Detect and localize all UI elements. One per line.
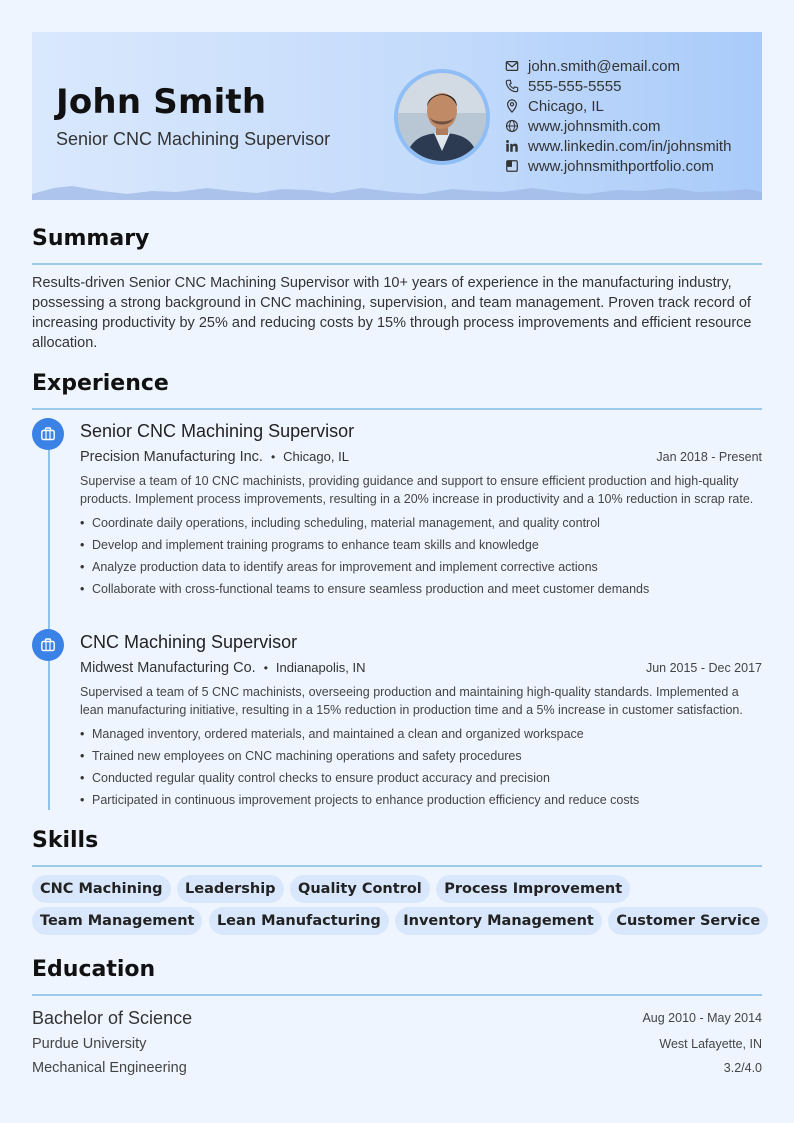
- summary-heading: Summary: [32, 226, 150, 251]
- resume-header: [32, 32, 762, 200]
- skills-list: [32, 875, 772, 939]
- job-2-dates: Jun 2015 - Dec 2017: [645, 661, 762, 675]
- contact-list: [505, 56, 731, 176]
- education-heading: Education: [32, 957, 156, 982]
- experience-heading: Experience: [32, 371, 169, 396]
- education-row-school: [32, 1033, 762, 1055]
- education-location: West Lafayette, IN: [659, 1037, 762, 1051]
- education-dates: Aug 2010 - May 2014: [642, 1011, 762, 1025]
- experience-divider: [32, 408, 762, 410]
- list-item: • Coordinate daily operations, including scheduling, material management, and quality control: [80, 512, 762, 534]
- summary-text: Results-driven Senior CNC Machining Supervisor with 10+ years of experience in the manufacturing industry, possessing a strong background in CNC machining, supervision, and team management. Proven track record of increasing productivity by 25% and reducing costs by 15% through process improvements and efficient resource allocation.: [32, 275, 752, 351]
- education-row-degree: [32, 1005, 762, 1031]
- education-school: Purdue University: [32, 1036, 147, 1052]
- contact-website[interactable]: [505, 116, 731, 136]
- skill-chip: Customer Service: [608, 907, 768, 935]
- job-1-company: Precision Manufacturing Inc.: [80, 449, 263, 465]
- briefcase-icon: [40, 637, 56, 653]
- skill-chip: Process Improvement: [436, 875, 630, 903]
- skill-chip: Lean Manufacturing: [209, 907, 389, 935]
- separator-dot: •: [270, 450, 276, 464]
- list-item: • Develop and implement training programs to enhance team skills and knowledge: [80, 534, 762, 556]
- envelope-icon: [505, 59, 519, 73]
- candidate-name: John Smith: [56, 82, 267, 122]
- education-divider: [32, 994, 762, 996]
- education-major: Mechanical Engineering: [32, 1060, 187, 1076]
- header-mountain-decoration: [32, 180, 762, 200]
- job-1-description: Supervise a team of 10 CNC machinists, providing guidance and support to ensure efficient production and high-quality products. Implement process improvements, resulting in a 20% increase in productivity and a 10% reduction in scrap rate.: [80, 474, 754, 506]
- skills-divider: [32, 865, 762, 867]
- job-2-company-line: [80, 660, 366, 676]
- contact-linkedin-text: www.linkedin.com/in/johnsmith: [528, 137, 732, 155]
- list-item: • Conducted regular quality control checks to ensure product accuracy and precision: [80, 767, 762, 789]
- job-1-title: Senior CNC Machining Supervisor: [80, 421, 355, 441]
- job-2-company: Midwest Manufacturing Co.: [80, 660, 256, 676]
- contact-portfolio[interactable]: [505, 156, 731, 176]
- list-item: • Managed inventory, ordered materials, and maintained a clean and organized workspace: [80, 723, 762, 745]
- job-1: [80, 418, 762, 600]
- job-2-bullets: [80, 723, 762, 811]
- job-2-title: CNC Machining Supervisor: [80, 632, 298, 652]
- job-2-description: Supervised a team of 5 CNC machinists, overseeing production and maintaining high-quality standards. Implemented a lean manufacturing initiative, resulting in a 15% reduction in production time and a 5% increase in customer satisfaction.: [80, 685, 743, 717]
- contact-email-text: john.smith@email.com: [528, 57, 680, 75]
- contact-email[interactable]: [505, 56, 731, 76]
- skill-chip: Inventory Management: [395, 907, 602, 935]
- skill-chip: CNC Machining: [32, 875, 171, 903]
- job-1-meta: [80, 444, 762, 470]
- job-2-meta: [80, 655, 762, 681]
- linkedin-icon: [505, 139, 519, 153]
- job-2-location: Indianapolis, IN: [275, 660, 366, 675]
- portfolio-icon: [505, 159, 519, 173]
- contact-location: [505, 96, 731, 116]
- list-item: • Analyze production data to identify areas for improvement and implement corrective actions: [80, 556, 762, 578]
- skill-chip: Quality Control: [290, 875, 430, 903]
- list-item: • Collaborate with cross-functional teams to ensure seamless production and meet customer demands: [80, 578, 762, 600]
- skill-chip: Team Management: [32, 907, 202, 935]
- contact-website-text: www.johnsmith.com: [528, 117, 661, 135]
- skill-chip: Leadership: [177, 875, 284, 903]
- summary-divider: [32, 263, 762, 265]
- list-item: • Trained new employees on CNC machining operations and safety procedures: [80, 745, 762, 767]
- experience-timeline: [48, 440, 50, 810]
- education-degree: Bachelor of Science: [32, 1007, 193, 1028]
- contact-linkedin[interactable]: [505, 136, 731, 156]
- job-1-marker: [32, 418, 64, 450]
- contact-phone-text: 555-555-5555: [528, 77, 622, 95]
- list-item: • Participated in continuous improvement projects to enhance production efficiency and reduce costs: [80, 789, 762, 811]
- job-1-dates: Jan 2018 - Present: [656, 450, 762, 464]
- education-row-major: [32, 1057, 762, 1079]
- contact-phone[interactable]: [505, 76, 731, 96]
- contact-location-text: Chicago, IL: [528, 97, 604, 115]
- avatar: [394, 69, 490, 165]
- job-2: [80, 629, 762, 811]
- skills-heading: Skills: [32, 828, 99, 853]
- separator-dot: •: [263, 661, 268, 675]
- job-1-bullets: [80, 512, 762, 600]
- candidate-title: Senior CNC Machining Supervisor: [56, 129, 331, 149]
- education-gpa: 3.2/4.0: [723, 1061, 762, 1075]
- map-pin-icon: [505, 99, 519, 113]
- avatar-portrait-icon: [398, 73, 486, 161]
- globe-icon: [505, 119, 519, 133]
- job-2-marker: [32, 629, 64, 661]
- contact-portfolio-text: www.johnsmithportfolio.com: [528, 157, 714, 175]
- phone-icon: [505, 79, 519, 93]
- job-1-location: Chicago, IL: [283, 449, 349, 464]
- job-1-company-line: [80, 449, 349, 465]
- briefcase-icon: [40, 426, 56, 442]
